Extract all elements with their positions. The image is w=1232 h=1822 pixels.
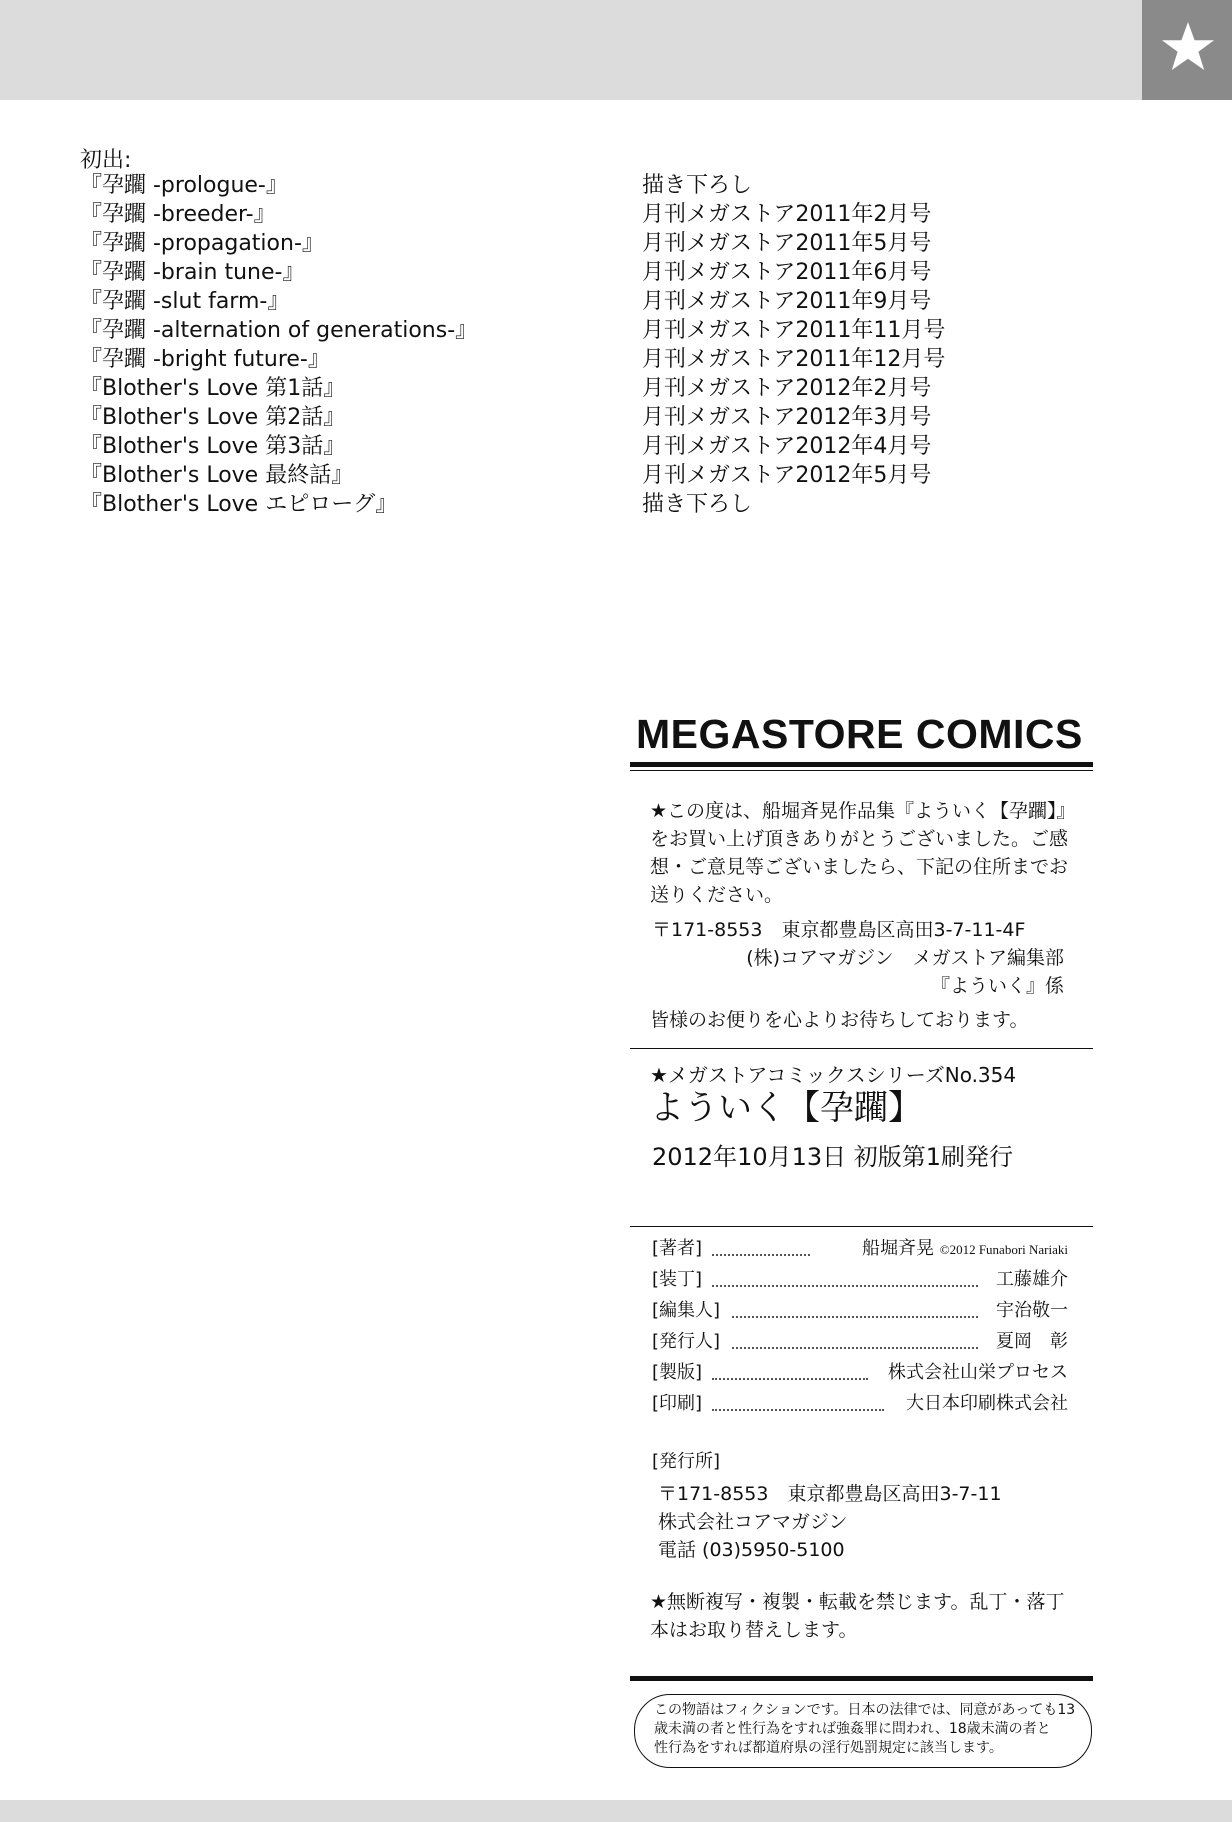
fiction-notice-line: この物語はフィクションです。日本の法律では、同意があっても13 <box>654 1702 1076 1718</box>
mailing-company: (株)コアマガジン メガストア編集部 <box>746 947 1064 969</box>
list-item <box>80 171 980 200</box>
story-source: 描き下ろし <box>642 173 753 198</box>
leader-dots <box>712 1378 868 1380</box>
story-title: 『孕躙 -brain tune-』 <box>80 260 305 285</box>
publisher-company: 株式会社コアマガジン <box>658 1511 848 1533</box>
credit-name: 工藤雄介 <box>992 1266 1068 1294</box>
credit-role: [編集人] <box>652 1297 722 1325</box>
credit-name <box>858 1235 1068 1264</box>
list-item <box>80 374 980 403</box>
story-source: 月刊メガストア2011年5月号 <box>642 231 932 256</box>
list-item <box>80 490 980 519</box>
story-title: 『孕躙 -breeder-』 <box>80 202 276 227</box>
credit-role: [著者] <box>652 1235 704 1263</box>
list-item <box>80 432 980 461</box>
credit-role: [印刷] <box>652 1390 704 1418</box>
divider <box>630 1048 1093 1049</box>
divider <box>630 762 1093 767</box>
credit-row-editor <box>652 1297 1068 1325</box>
leader-dots <box>712 1285 978 1287</box>
story-title: 『孕躙 -prologue-』 <box>80 173 288 198</box>
divider <box>630 1226 1093 1227</box>
story-title: 『Blother's Love 第3話』 <box>80 434 346 459</box>
story-source: 月刊メガストア2012年4月号 <box>642 434 932 459</box>
story-title: 『孕躙 -slut farm-』 <box>80 289 290 314</box>
story-source: 月刊メガストア2011年11月号 <box>642 318 946 343</box>
closing-line: 皆様のお便りを心よりお待ちしております。 <box>650 1009 1029 1031</box>
publication-date: 2012年10月13日 初版第1刷発行 <box>652 1143 1014 1171</box>
story-title: 『孕躙 -propagation-』 <box>80 231 324 256</box>
list-item <box>80 258 980 287</box>
series-number: ★メガストアコミックスシリーズNo.354 <box>650 1063 1017 1087</box>
story-title: 『Blother's Love エピローグ』 <box>80 492 398 517</box>
credit-row-author <box>652 1235 1068 1263</box>
author-name: 船堀斉晃 <box>861 1238 934 1259</box>
notice-line: ★無断複写・複製・転載を禁じます。乱丁・落丁 <box>650 1591 1065 1613</box>
bottom-band <box>0 1800 1232 1822</box>
publisher-address: 〒171-8553 東京都豊島区高田3-7-11 <box>658 1483 1002 1505</box>
credit-row-printer <box>652 1390 1068 1418</box>
leader-dots <box>732 1347 978 1349</box>
thanks-line: 送りください。 <box>650 884 784 906</box>
credit-name: 宇治敬一 <box>992 1297 1068 1325</box>
thanks-line: 想・ご意見等ございましたら、下記の住所までお <box>650 856 1069 878</box>
notice-line: 本はお取り替えします。 <box>650 1619 858 1641</box>
list-item <box>80 345 980 374</box>
list-item <box>80 461 980 490</box>
copyright-note: ©2012 Funabori Nariaki <box>939 1242 1068 1257</box>
corner-star-box <box>1142 0 1232 100</box>
brand-logo: MEGASTORE COMICS <box>636 711 1083 757</box>
story-title: 『Blother's Love 第1話』 <box>80 376 346 401</box>
story-source: 月刊メガストア2012年3月号 <box>642 405 932 430</box>
credit-role: [装丁] <box>652 1266 704 1294</box>
mailing-dept: 『よういく』係 <box>930 975 1064 997</box>
story-source: 月刊メガストア2011年12月号 <box>642 347 946 372</box>
leader-dots <box>732 1316 978 1318</box>
credit-row-prepress <box>652 1359 1068 1387</box>
fiction-notice-line: 歳未満の者と性行為をすれば強姦罪に問われ、18歳未満の者と <box>654 1721 1051 1737</box>
divider <box>630 1676 1093 1681</box>
story-source: 月刊メガストア2011年2月号 <box>642 202 932 227</box>
publisher-heading: [発行所] <box>652 1451 721 1472</box>
thanks-line: をお買い上げ頂きありがとうございました。ご感 <box>650 828 1069 850</box>
story-title: 『Blother's Love 最終話』 <box>80 463 354 488</box>
credit-role: [製版] <box>652 1359 704 1387</box>
credit-name: 夏岡 彰 <box>992 1328 1068 1356</box>
list-item <box>80 287 980 316</box>
fiction-notice-line: 性行為をすれば都道府県の淫行処罰規定に該当します。 <box>654 1740 1003 1756</box>
credit-row-publisher <box>652 1328 1068 1356</box>
list-item <box>80 200 980 229</box>
leader-dots <box>712 1254 810 1256</box>
credit-name: 大日本印刷株式会社 <box>902 1390 1068 1418</box>
story-title: 『孕躙 -alternation of generations-』 <box>80 318 478 343</box>
mailing-address: 〒171-8553 東京都豊島区高田3-7-11-4F <box>652 919 1026 941</box>
list-item <box>80 229 980 258</box>
story-source: 描き下ろし <box>642 492 753 517</box>
leader-dots <box>712 1409 884 1411</box>
star-icon <box>1160 20 1216 76</box>
list-item <box>80 403 980 432</box>
divider <box>630 770 1093 771</box>
story-title: 『Blother's Love 第2話』 <box>80 405 346 430</box>
story-source: 月刊メガストア2012年2月号 <box>642 376 932 401</box>
credit-role: [発行人] <box>652 1328 722 1356</box>
story-title: 『孕躙 -bright future-』 <box>80 347 330 372</box>
list-item <box>80 316 980 345</box>
book-title: よういく【孕躙】 <box>650 1088 922 1128</box>
credit-name: 株式会社山栄プロセス <box>884 1359 1068 1387</box>
story-source: 月刊メガストア2011年9月号 <box>642 289 932 314</box>
thanks-line: ★この度は、船堀斉晃作品集『よういく【孕躙】』 <box>650 800 1076 822</box>
story-source: 月刊メガストア2011年6月号 <box>642 260 932 285</box>
story-source: 月刊メガストア2012年5月号 <box>642 463 932 488</box>
credit-row-design <box>652 1266 1068 1294</box>
top-band <box>0 0 1142 100</box>
first-appearance-heading: 初出: <box>80 148 132 173</box>
publisher-phone: 電話 (03)5950-5100 <box>658 1539 845 1561</box>
